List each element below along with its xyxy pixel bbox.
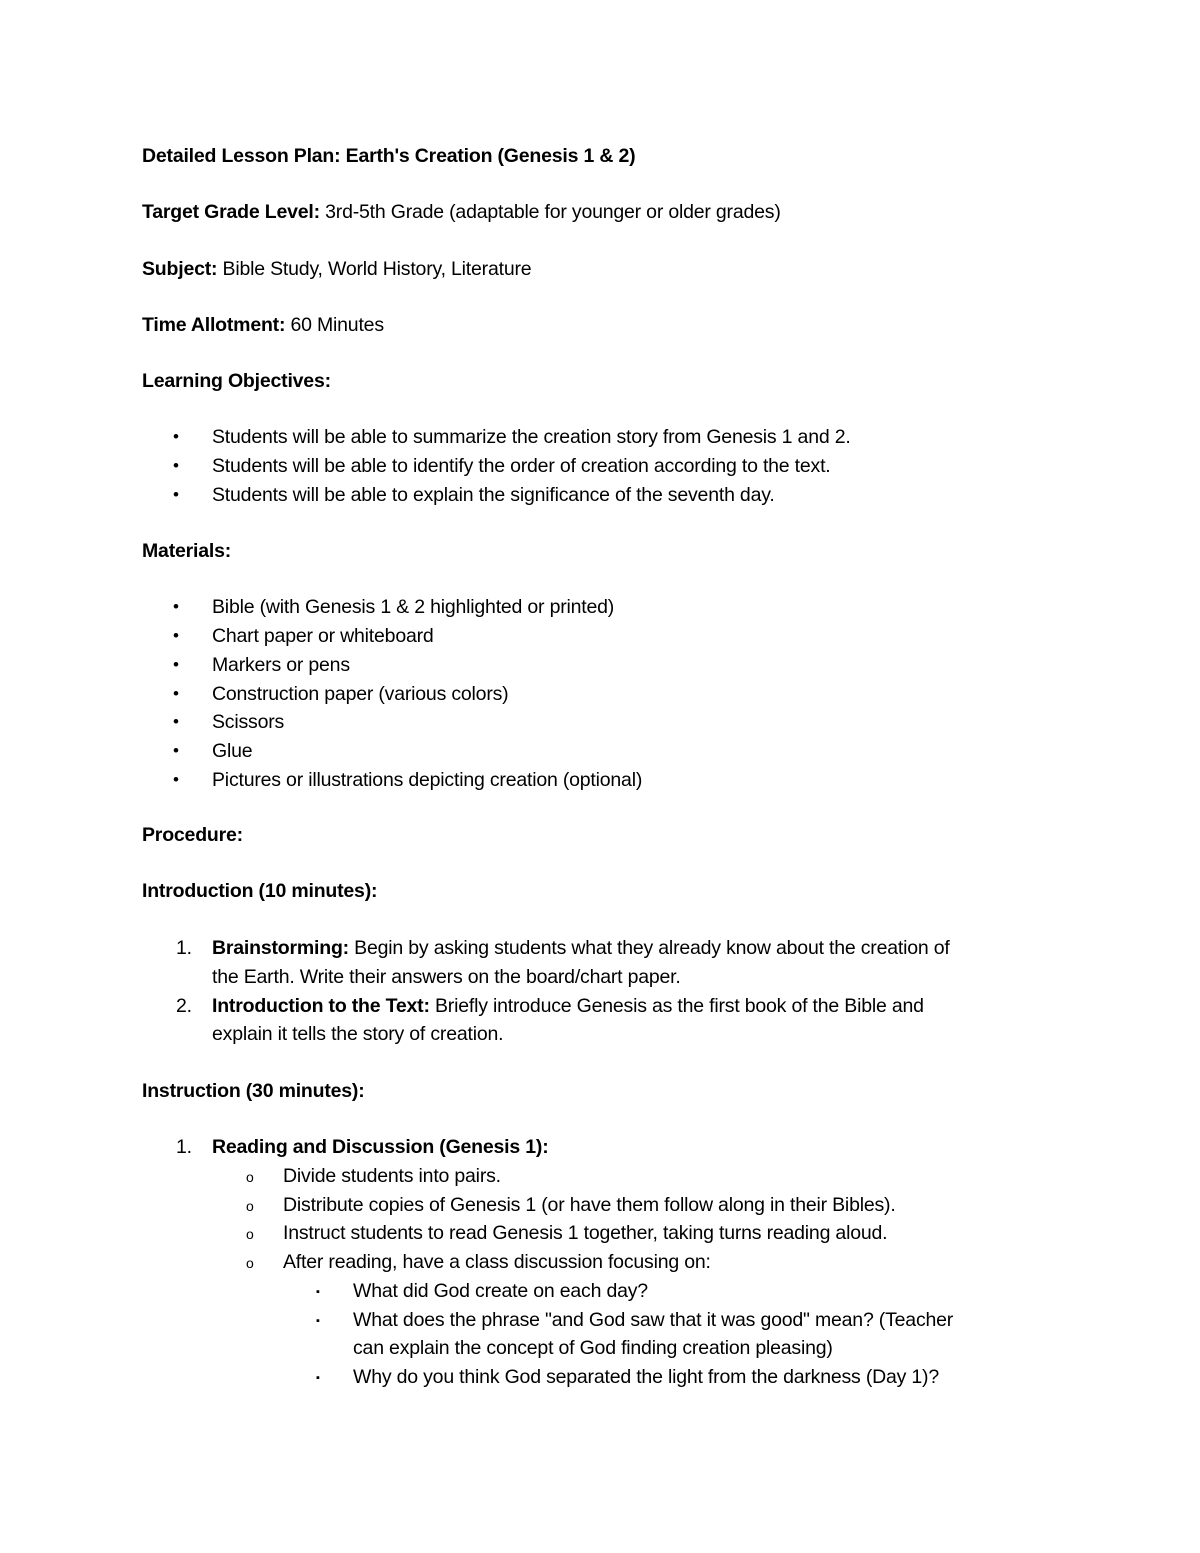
material-item: Chart paper or whiteboard <box>212 625 434 647</box>
discussion-question: What did God create on each day? <box>353 1280 648 1302</box>
objective-item: Students will be able to identify the order of creation according to the text. <box>212 455 831 477</box>
list-number: 2. <box>176 995 192 1017</box>
item-label: Brainstorming: <box>212 937 349 959</box>
bullet-icon: • <box>173 456 179 475</box>
document-title: Detailed Lesson Plan: Earth's Creation (Genesis 1 & 2) <box>142 145 636 167</box>
introduction-item-line <box>212 994 924 1018</box>
time-allotment-label: Time Allotment: <box>142 314 286 336</box>
material-item: Construction paper (various colors) <box>212 683 509 705</box>
circle-bullet-icon: o <box>246 1255 254 1271</box>
subject-label: Subject: <box>142 258 218 280</box>
objective-item: Students will be able to explain the significance of the seventh day. <box>212 484 775 506</box>
bullet-icon: • <box>173 597 179 616</box>
introduction-item-line <box>212 936 950 960</box>
bullet-icon: • <box>173 741 179 760</box>
square-bullet-icon: ▪ <box>316 1372 320 1384</box>
circle-bullet-icon: o <box>246 1169 254 1185</box>
materials-heading: Materials: <box>142 540 232 562</box>
bullet-icon: • <box>173 485 179 504</box>
instruction-subitem: Distribute copies of Genesis 1 (or have them follow along in their Bibles). <box>283 1194 896 1216</box>
grade-level-label: Target Grade Level: <box>142 201 320 223</box>
instruction-subitem: Divide students into pairs. <box>283 1165 501 1187</box>
list-number: 1. <box>176 937 192 959</box>
material-item: Bible (with Genesis 1 & 2 highlighted or printed) <box>212 596 615 618</box>
grade-level-value: 3rd-5th Grade (adaptable for younger or older grades) <box>319 201 781 223</box>
discussion-question: What does the phrase "and God saw that it was good" mean? (Teacher <box>353 1309 954 1331</box>
bullet-icon: • <box>173 684 179 703</box>
procedure-heading: Procedure: <box>142 824 243 846</box>
bullet-icon: • <box>173 427 179 446</box>
square-bullet-icon: ▪ <box>316 1315 320 1327</box>
instruction-subitem: Instruct students to read Genesis 1 together, taking turns reading aloud. <box>283 1222 888 1244</box>
time-allotment-value: 60 Minutes <box>285 314 384 336</box>
item-text: Begin by asking students what they already know about the creation of <box>348 937 950 959</box>
subject-value: Bible Study, World History, Literature <box>217 258 532 280</box>
circle-bullet-icon: o <box>246 1198 254 1214</box>
bullet-icon: • <box>173 655 179 674</box>
instruction-subitem: After reading, have a class discussion focusing on: <box>283 1251 711 1273</box>
objective-item: Students will be able to summarize the creation story from Genesis 1 and 2. <box>212 426 851 448</box>
item-text: Briefly introduce Genesis as the first book of the Bible and <box>429 995 924 1017</box>
objectives-heading: Learning Objectives: <box>142 370 331 392</box>
material-item: Scissors <box>212 711 285 733</box>
item-label: Introduction to the Text: <box>212 995 430 1017</box>
material-item: Pictures or illustrations depicting creation (optional) <box>212 769 643 791</box>
discussion-question-continuation: can explain the concept of God finding creation pleasing) <box>353 1337 833 1359</box>
bullet-icon: • <box>173 770 179 789</box>
bullet-icon: • <box>173 626 179 645</box>
list-number: 1. <box>176 1136 192 1158</box>
instruction-item-label: Reading and Discussion (Genesis 1): <box>212 1136 549 1158</box>
material-item: Glue <box>212 740 253 762</box>
material-item: Markers or pens <box>212 654 350 676</box>
bullet-icon: • <box>173 712 179 731</box>
time-allotment-line <box>142 313 384 337</box>
subject-line <box>142 257 531 281</box>
instruction-heading: Instruction (30 minutes): <box>142 1080 365 1102</box>
grade-level-line <box>142 200 781 224</box>
square-bullet-icon: ▪ <box>316 1286 320 1298</box>
introduction-heading: Introduction (10 minutes): <box>142 880 378 902</box>
discussion-question: Why do you think God separated the light from the darkness (Day 1)? <box>353 1366 939 1388</box>
circle-bullet-icon: o <box>246 1226 254 1242</box>
introduction-item-continuation: the Earth. Write their answers on the board/chart paper. <box>212 966 681 988</box>
introduction-item-continuation: explain it tells the story of creation. <box>212 1023 504 1045</box>
